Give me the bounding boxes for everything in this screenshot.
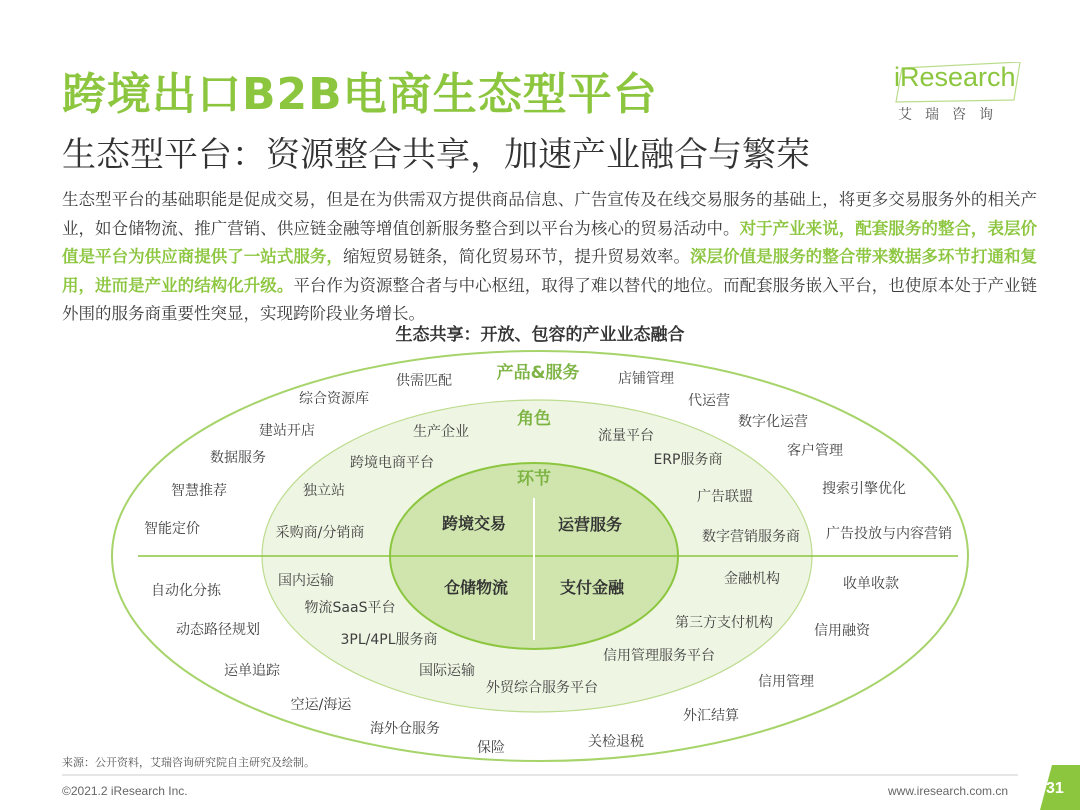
logo-cn: 艾瑞咨询 <box>898 107 1006 123</box>
page-subtitle: 生态型平台：资源整合共享，加速产业融合与繁荣 <box>62 135 810 175</box>
middle-ring-title: 角色 <box>517 409 551 429</box>
service-label: 海外仓服务 <box>370 721 440 737</box>
service-label: 综合资源库 <box>299 391 369 407</box>
service-label: 数字化运营 <box>738 414 808 430</box>
service-label: 外汇结算 <box>683 708 739 724</box>
service-label: 动态路径规划 <box>176 622 260 638</box>
core-cross-border-trade: 跨境交易 <box>441 514 507 533</box>
service-label: 智慧推荐 <box>171 483 227 499</box>
role-label: 国内运输 <box>278 573 334 589</box>
diagram-title: 生态共享：开放、包容的产业业态融合 <box>395 325 685 345</box>
source-note: 来源：公开资料，艾瑞咨询研究院自主研究及绘制。 <box>62 756 315 769</box>
service-label: 建站开店 <box>259 423 315 439</box>
outer-ring-title: 产品&服务 <box>496 363 580 383</box>
copyright: ©2021.2 iResearch Inc. <box>62 784 188 798</box>
service-label: 自动化分拣 <box>151 583 221 599</box>
service-label: 信用管理 <box>758 674 814 690</box>
role-label: 信用管理服务平台 <box>603 648 715 664</box>
service-label: 广告投放与内容营销 <box>826 526 952 542</box>
role-label: 第三方支付机构 <box>675 615 773 631</box>
service-label: 信用融资 <box>814 623 870 639</box>
role-label: ERP服务商 <box>653 452 723 468</box>
role-label: 生产企业 <box>413 424 469 440</box>
role-label: 国际运输 <box>419 663 475 679</box>
service-label: 客户管理 <box>787 443 843 459</box>
role-label: 独立站 <box>303 483 345 499</box>
role-label: 外贸综合服务平台 <box>486 680 598 696</box>
role-label: 跨境电商平台 <box>350 455 434 471</box>
service-label: 运单追踪 <box>224 663 280 679</box>
body-highlight-1: 对于产业来说，配套服务的整合，表层价值是平台为供应商提供了一站式服务， <box>62 218 1038 266</box>
service-label: 供需匹配 <box>396 373 452 389</box>
role-label: 数字营销服务商 <box>702 529 800 545</box>
service-label: 代运营 <box>688 393 730 409</box>
website-url: www.iresearch.com.cn <box>888 784 1009 798</box>
page-title: 跨境出口B2B电商生态型平台 <box>62 69 658 120</box>
role-label: 广告联盟 <box>697 489 753 505</box>
service-label: 收单收款 <box>843 576 899 592</box>
service-label: 空运/海运 <box>290 697 352 713</box>
core-warehouse-logistics: 仓储物流 <box>443 578 509 597</box>
core-operation-service: 运营服务 <box>557 515 623 534</box>
body-text-3: 平台作为资源整合者与中心枢纽，取得了难以替代的地位。而配套服务嵌入平台，也使原本处于产业链外围的服务商重要性突显，实现跨阶段业务增长。 <box>62 275 1038 323</box>
role-label: 3PL/4PL服务商 <box>340 632 438 648</box>
logo-brand: iResearch <box>894 62 1016 92</box>
service-label: 关检退税 <box>588 734 644 750</box>
core-payment-finance: 支付金融 <box>559 578 625 597</box>
role-label: 流量平台 <box>598 428 654 444</box>
role-label: 金融机构 <box>724 571 780 587</box>
service-label: 搜索引擎优化 <box>822 481 906 497</box>
inner-ring-title: 环节 <box>517 469 551 489</box>
body-text-1: 生态型平台的基础职能是促成交易，但是在为供需双方提供商品信息、广告宣传及在线交易服务的基础上，将更多交易服务外的相关产业，如仓储物流、推广营销、供应链金融等增值创新服务整合到以平台为核心的贸易活动中。 <box>62 190 1037 238</box>
service-label: 智能定价 <box>144 521 200 537</box>
service-label: 店铺管理 <box>618 371 674 387</box>
role-label: 采购商/分销商 <box>275 525 365 541</box>
role-label: 物流SaaS平台 <box>304 600 396 616</box>
body-highlight-2: 深层价值是服务的整合带来数据多环节打通和复用，进而是产业的结构化升级。 <box>62 247 1038 295</box>
service-label: 保险 <box>477 740 505 756</box>
service-label: 数据服务 <box>210 450 266 466</box>
body-text-2: 缩短贸易链条，简化贸易环节，提升贸易效率。 <box>342 247 690 266</box>
page-number: 31 <box>1046 780 1064 797</box>
